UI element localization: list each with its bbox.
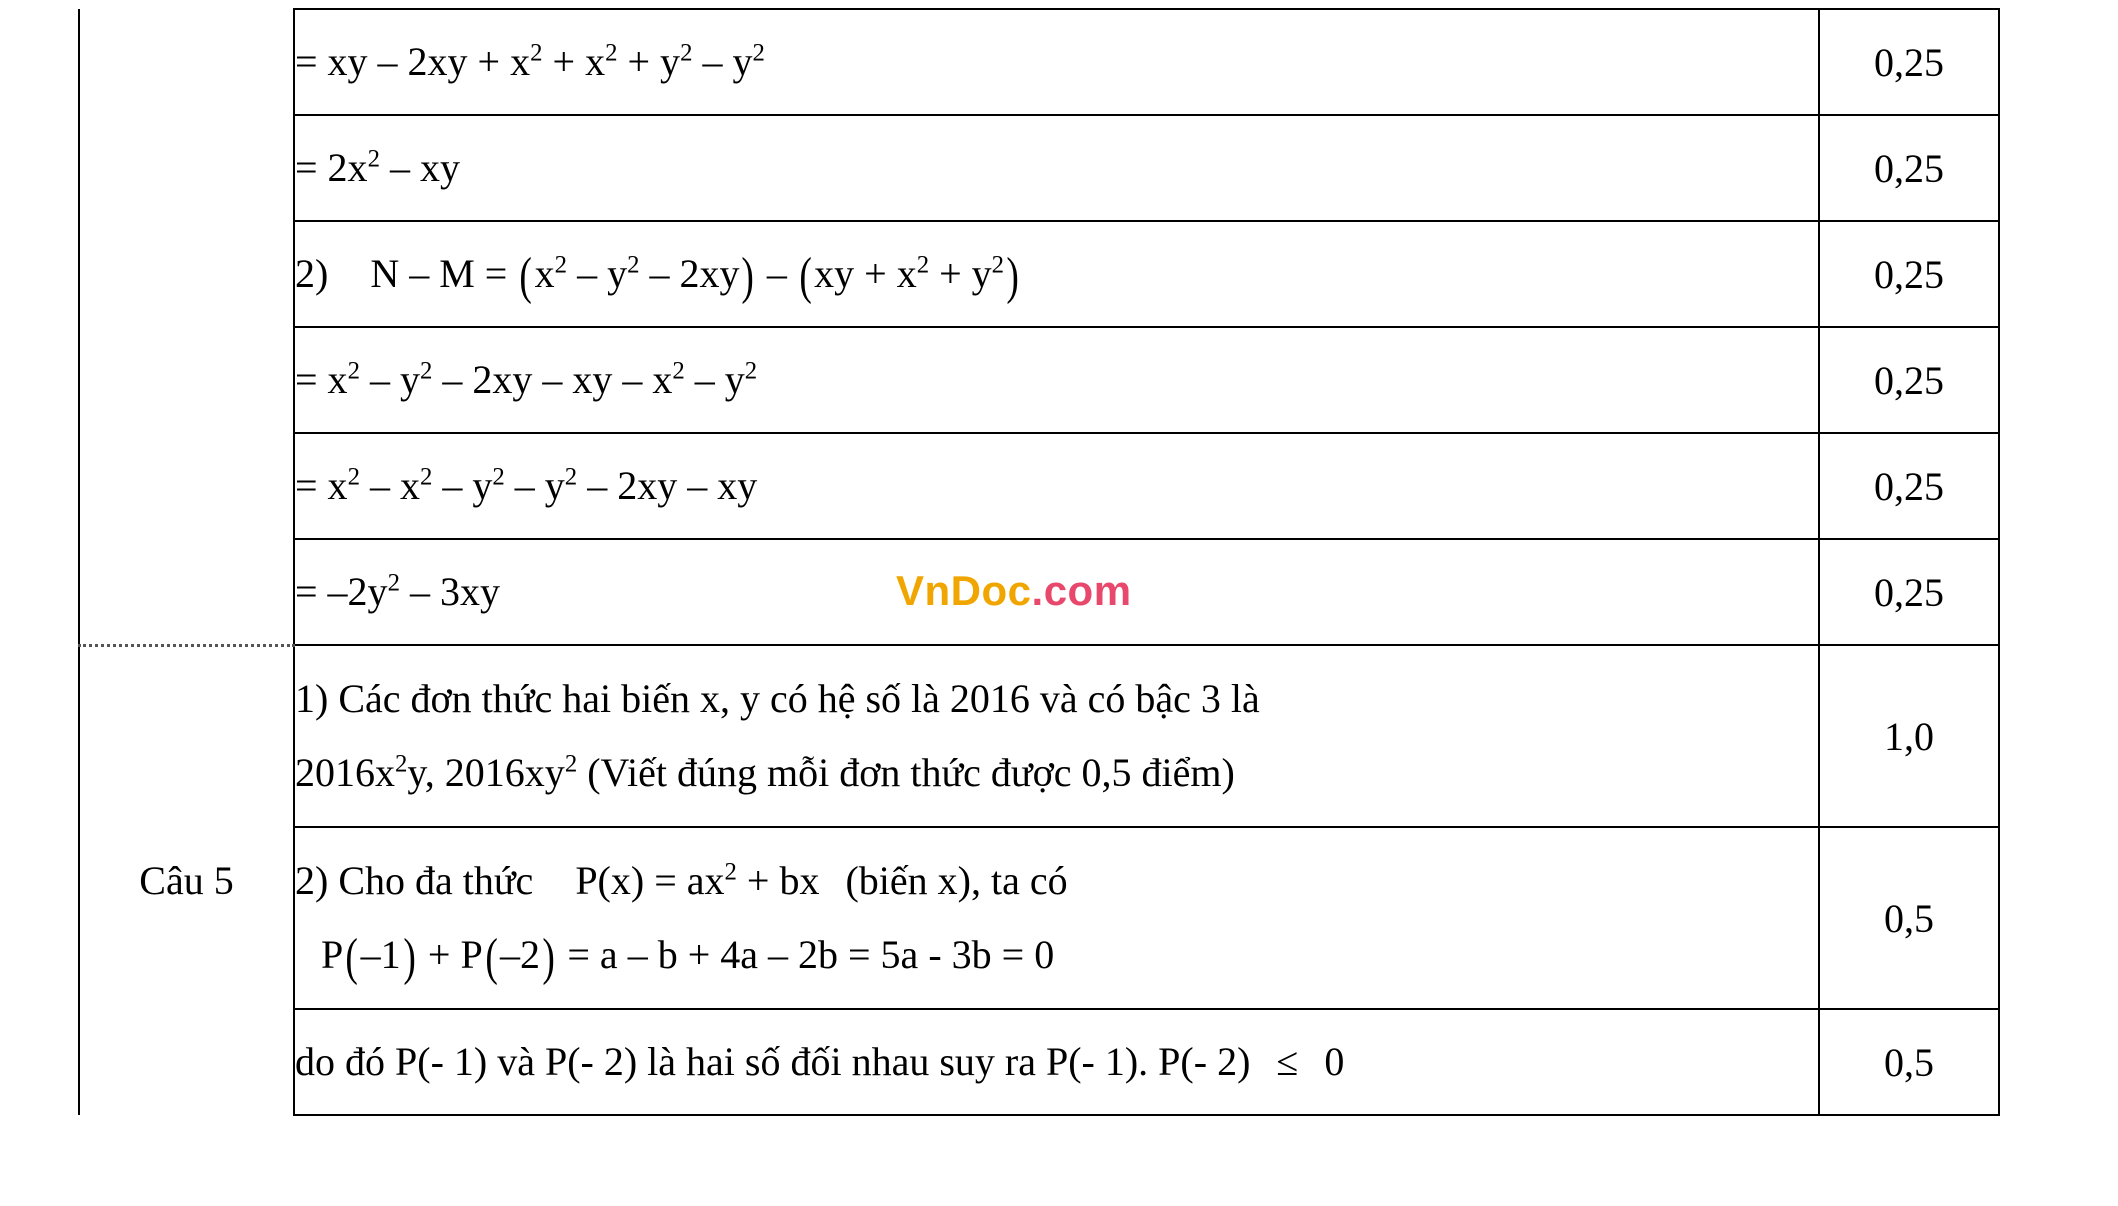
- score-cell: 0,25: [1819, 433, 1999, 539]
- score-cell: 0,5: [1819, 1009, 1999, 1115]
- answer-table: [78, 8, 2000, 1116]
- work-cell: [294, 9, 1819, 115]
- score-cell: 0,5: [1819, 827, 1999, 1009]
- table-row: [79, 221, 1999, 327]
- answer-text: 2) Cho đa thức $P(x) = ax^2$ + bx (biến x), ta có: [295, 858, 1068, 903]
- watermark-part-vn: Vn: [896, 567, 951, 614]
- work-cell: [294, 433, 1819, 539]
- table-row: [79, 645, 1999, 827]
- score-cell: 0,25: [1819, 539, 1999, 645]
- score-cell: 0,25: [1819, 115, 1999, 221]
- watermark-part-doc: Doc: [950, 567, 1032, 614]
- work-cell: [294, 327, 1819, 433]
- math-expression: = xy – $2xy + x^2 + x^2 + y^2 - y^2$: [295, 39, 765, 84]
- question-label-cell-top: [79, 9, 294, 645]
- work-cell: [294, 115, 1819, 221]
- math-expression: 2) $N - M = (x^2 - y^2 - 2xy) - (xy + x^2 + y^2)$: [295, 248, 1019, 305]
- work-cell: [294, 1009, 1819, 1115]
- score-cell: 0,25: [1819, 221, 1999, 327]
- answer-text: 1) Các đơn thức hai biến x, y có hệ số là 2016 và có bậc 3 là: [295, 676, 1260, 721]
- table-row: [79, 1009, 1999, 1115]
- table-row: [79, 433, 1999, 539]
- table-row: [79, 539, 1999, 645]
- math-expression: P(–1) + P(–2) = a – b + 4a – 2b = 5a - 3b = 0: [321, 929, 1055, 986]
- math-expression: = $x^2 - y^2 - 2xy$ – xy – $x^2 - y^2$: [295, 357, 758, 402]
- math-expression: = $x^2 - x^2 - y^2 - y^2 - 2xy$ – xy: [295, 463, 758, 508]
- work-cell: [294, 827, 1819, 1009]
- work-cell: [294, 539, 1819, 645]
- work-cell: [294, 221, 1819, 327]
- answer-table-body: [79, 9, 1999, 1115]
- math-expression: $2016x^2y$, $2016xy^2$ (Viết đúng mỗi đơn thức được 0,5 điểm): [295, 750, 1235, 795]
- math-expression: = $-2y^2 - 3xy$: [295, 569, 500, 614]
- question-label-cell: Câu 5: [79, 645, 294, 1115]
- table-row: [79, 327, 1999, 433]
- score-cell: 0,25: [1819, 9, 1999, 115]
- table-row: [79, 827, 1999, 1009]
- answer-text: do đó P(- 1) và P(- 2) là hai số đối nhau suy ra P(- 1). P(- 2) ≤ 0: [295, 1039, 1345, 1084]
- table-row: [79, 9, 1999, 115]
- math-expression: = $2x^2$ – xy: [295, 145, 460, 190]
- score-cell: 0,25: [1819, 327, 1999, 433]
- table-row: [79, 115, 1999, 221]
- work-cell: [294, 645, 1819, 827]
- score-cell: 1,0: [1819, 645, 1999, 827]
- watermark-part-com: .com: [1031, 567, 1132, 614]
